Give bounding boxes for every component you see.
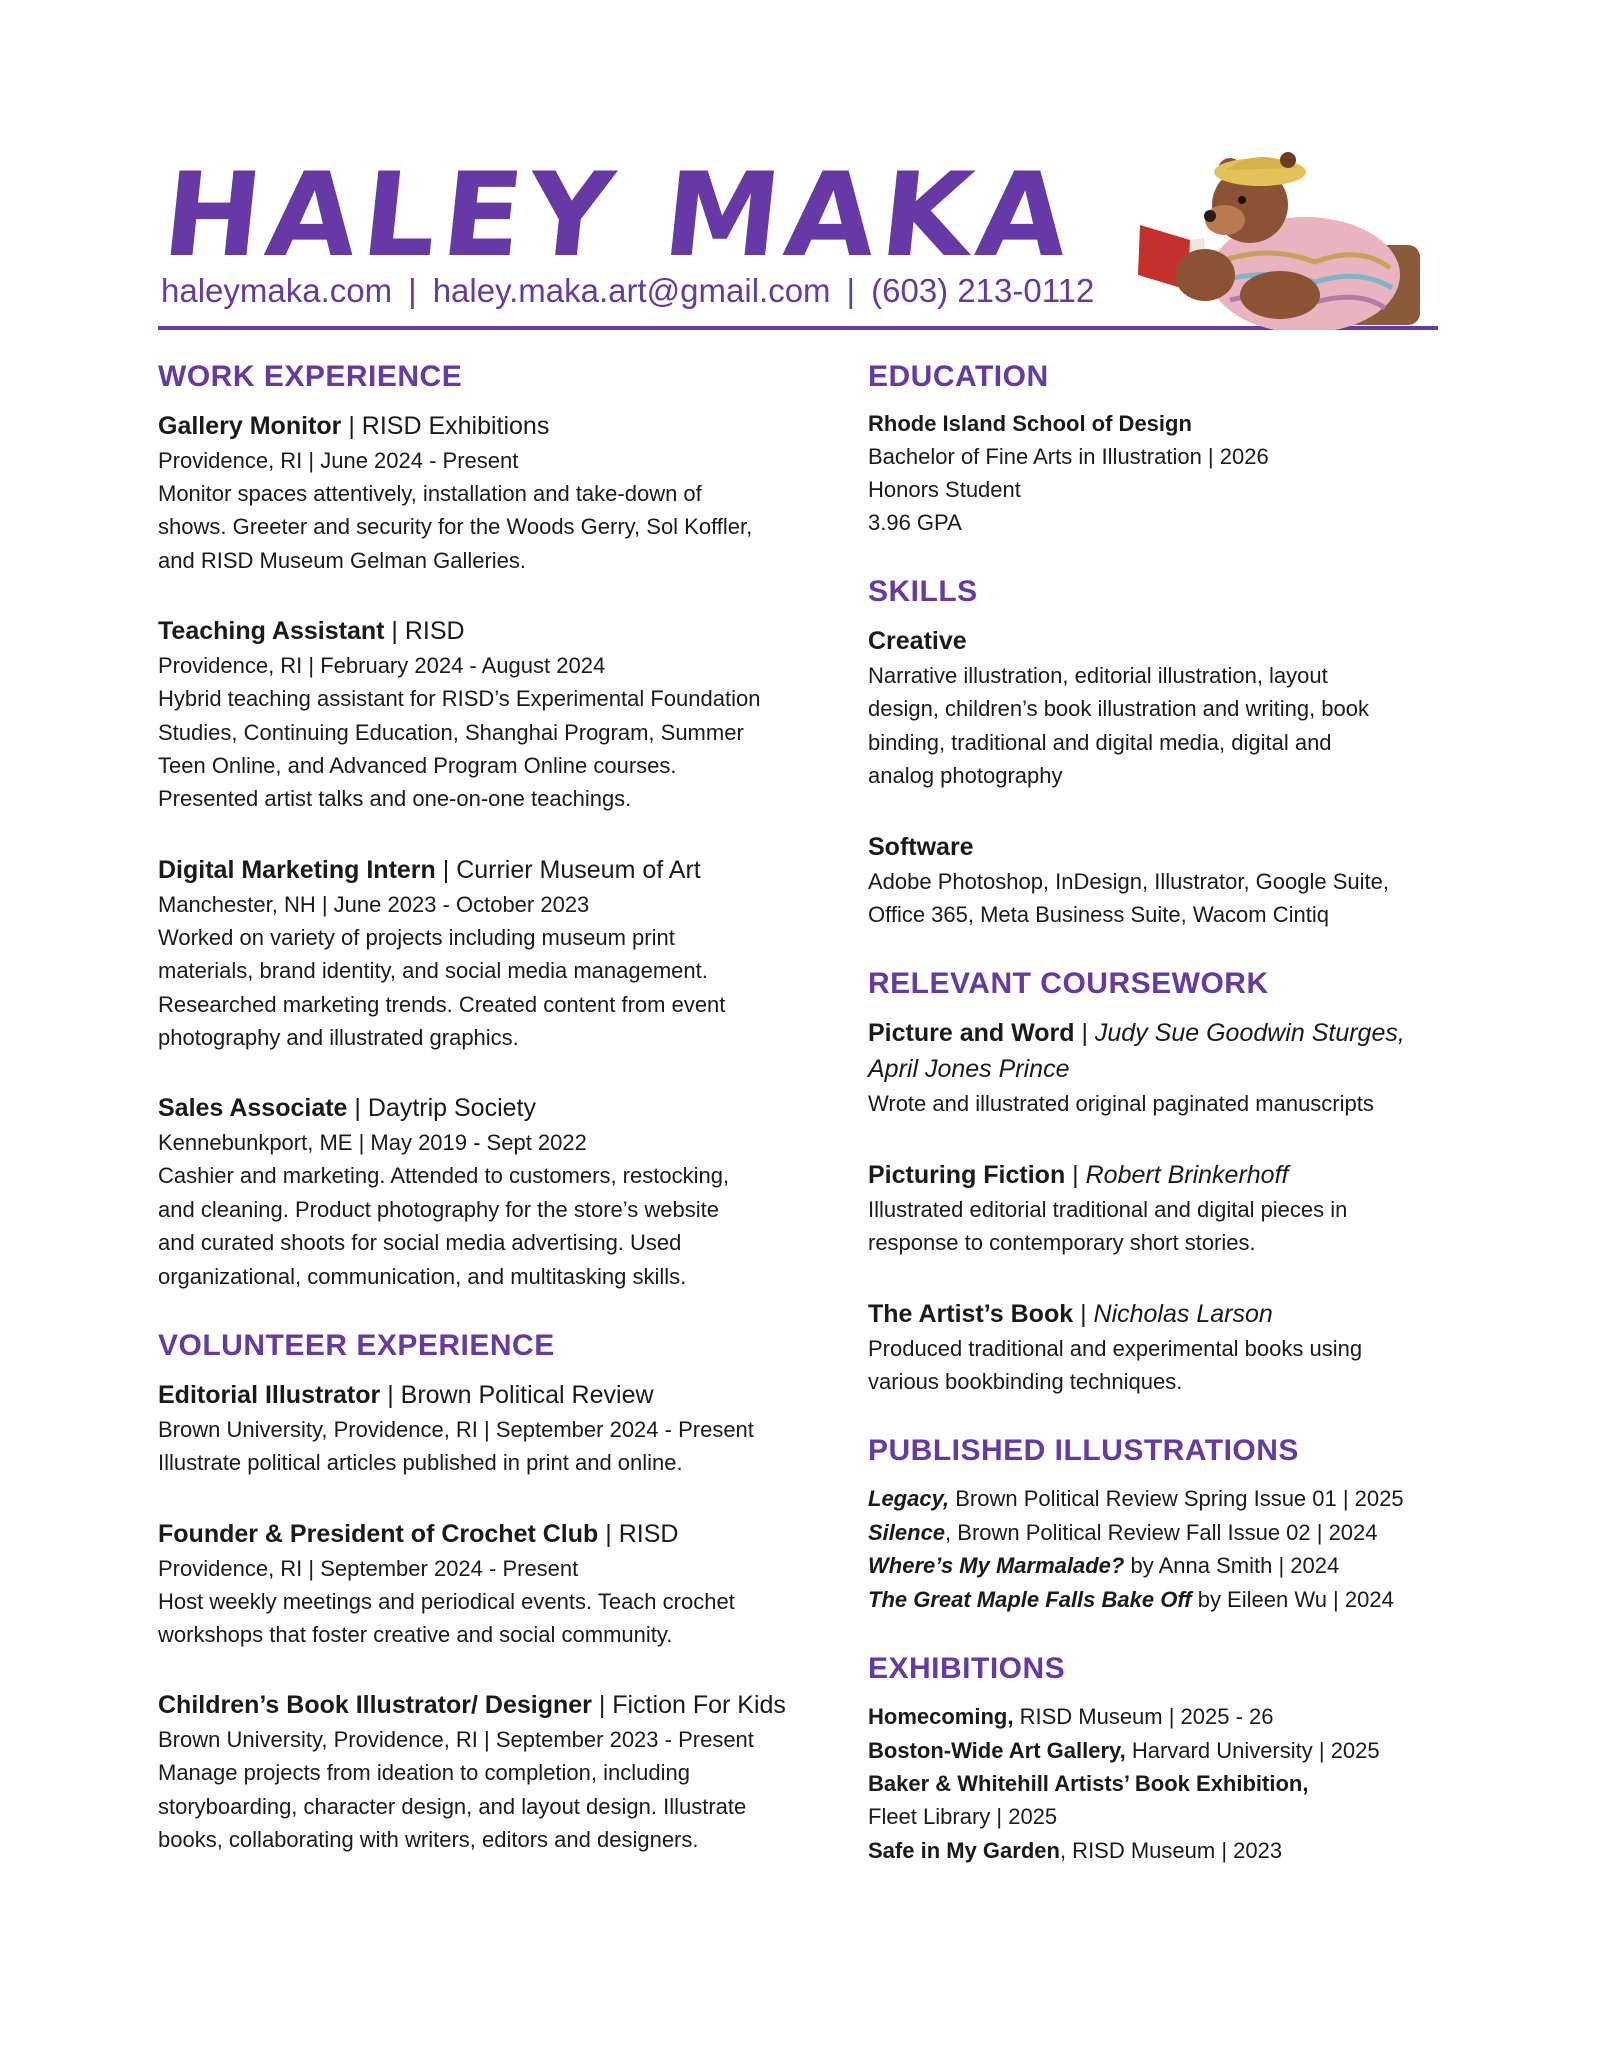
work-experience-heading: WORK EXPERIENCE	[158, 360, 463, 393]
volunteer-entry	[158, 1516, 818, 1652]
skills-line: binding, traditional and digital media, digital and	[868, 729, 1332, 755]
entry-title: Founder & President of Crochet Club | RISD	[158, 1519, 679, 1548]
course-desc-line: various bookbinding techniques.	[868, 1369, 1183, 1395]
applicant-name: HALEY MAKA	[157, 148, 1081, 283]
course-title: The Artist’s Book | Nicholas Larson	[868, 1299, 1273, 1328]
skills-line: Narrative illustration, editorial illustration, layout	[868, 663, 1328, 688]
skills-software	[868, 829, 1448, 932]
course-entry	[868, 1157, 1448, 1260]
entry-desc-line: Host weekly meetings and periodical events. Teach crochet	[158, 1588, 735, 1614]
education-entry	[868, 408, 1448, 539]
entry-meta: Kennebunkport, ME | May 2019 - Sept 2022	[158, 1130, 587, 1156]
entry-desc-line: and RISD Museum Gelman Galleries.	[158, 547, 527, 573]
volunteer-entry	[158, 1377, 818, 1479]
skills-creative	[868, 623, 1448, 793]
skills-line: Office 365, Meta Business Suite, Wacom Cintiq	[868, 902, 1329, 928]
published-item: Legacy, Brown Political Review Spring Issue 01 | 2025	[868, 1486, 1404, 1512]
volunteer-experience-heading: VOLUNTEER EXPERIENCE	[158, 1329, 555, 1363]
work-entry	[158, 852, 818, 1055]
entry-desc-line: Cashier and marketing. Attended to customers, restocking,	[158, 1163, 730, 1189]
exhibitions-heading: EXHIBITIONS	[868, 1652, 1066, 1686]
coursework-heading: RELEVANT COURSEWORK	[868, 967, 1269, 1001]
work-entry	[158, 408, 818, 577]
course-desc-line: response to contemporary short stories.	[868, 1230, 1256, 1256]
course-instructor: April Jones Prince	[868, 1055, 1070, 1084]
separator: |	[846, 272, 856, 309]
entry-meta: Brown University, Providence, RI | September 2024 - Present	[158, 1417, 754, 1443]
exhibitions-list	[868, 1700, 1448, 1867]
published-item: Where’s My Marmalade? by Anna Smith | 2024	[868, 1553, 1340, 1579]
entry-desc-line: books, collaborating with writers, editors and designers.	[158, 1827, 699, 1853]
reading-bear-illustration	[1130, 150, 1430, 330]
education-line: Bachelor of Fine Arts in Illustration | 2026	[868, 444, 1269, 469]
entry-desc-line: workshops that foster creative and social community.	[158, 1621, 673, 1647]
entry-desc-line: and curated shoots for social media advertising. Used	[158, 1230, 682, 1256]
exhibition-item: Fleet Library | 2025	[868, 1804, 1058, 1830]
entry-desc-line: photography and illustrated graphics.	[158, 1025, 519, 1051]
phone-number: (603) 213-0112	[871, 272, 1095, 309]
entry-desc-line: Manage projects from ideation to completion, including	[158, 1760, 690, 1786]
entry-desc-line: and cleaning. Product photography for the store’s website	[158, 1196, 719, 1222]
entry-desc-line: Illustrate political articles published in print and online.	[158, 1450, 683, 1476]
entry-title: Children’s Book Illustrator/ Designer | Fiction For Kids	[158, 1691, 786, 1720]
contact-line	[161, 272, 1094, 310]
skills-heading: SKILLS	[868, 575, 978, 608]
course-desc-line: Wrote and illustrated original paginated manuscripts	[868, 1091, 1374, 1117]
entry-title: Teaching Assistant | RISD	[158, 617, 465, 646]
course-desc-line: Produced traditional and experimental books using	[868, 1335, 1363, 1361]
exhibition-item: Boston-Wide Art Gallery, Harvard University | 2025	[868, 1737, 1380, 1763]
entry-desc-line: Teen Online, and Advanced Program Online courses.	[158, 753, 677, 779]
entry-meta: Providence, RI | June 2024 - Present	[158, 448, 519, 473]
skills-creative-label: Creative	[868, 627, 967, 655]
course-entry	[868, 1015, 1448, 1120]
entry-title: Sales Associate | Daytrip Society	[158, 1094, 536, 1123]
exhibition-item: Baker & Whitehill Artists’ Book Exhibition,	[868, 1770, 1309, 1796]
entry-desc-line: Presented artist talks and one-on-one teachings.	[158, 786, 632, 812]
entry-meta: Manchester, NH | June 2023 - October 2023	[158, 891, 590, 917]
website-link[interactable]: haleymaka.com	[161, 272, 393, 309]
volunteer-entry	[158, 1687, 818, 1856]
skills-line: design, children’s book illustration and writing, book	[868, 696, 1369, 722]
entry-desc-line: Hybrid teaching assistant for RISD’s Experimental Foundation	[158, 686, 761, 712]
entry-meta: Providence, RI | February 2024 - August 2024	[158, 653, 606, 679]
school-name: Rhode Island School of Design	[868, 411, 1192, 436]
entry-title: Gallery Monitor | RISD Exhibitions	[158, 412, 550, 440]
entry-desc-line: Monitor spaces attentively, installation and take-down of	[158, 481, 702, 506]
entry-desc-line: storyboarding, character design, and layout design. Illustrate	[158, 1793, 747, 1819]
entry-title: Digital Marketing Intern | Currier Museum of Art	[158, 855, 701, 884]
education-line: Honors Student	[868, 477, 1021, 502]
course-title: Picture and Word | Judy Sue Goodwin Sturges,	[868, 1019, 1405, 1048]
published-item: The Great Maple Falls Bake Off by Eileen Wu | 2024	[868, 1586, 1394, 1612]
skills-line: analog photography	[868, 763, 1063, 789]
entry-meta: Brown University, Providence, RI | September 2023 - Present	[158, 1727, 754, 1753]
entry-desc-line: organizational, communication, and multitasking skills.	[158, 1263, 687, 1289]
published-heading: PUBLISHED ILLUSTRATIONS	[868, 1434, 1299, 1468]
education-heading: EDUCATION	[868, 360, 1049, 393]
entry-desc-line: Worked on variety of projects including museum print	[158, 924, 675, 950]
published-item: Silence, Brown Political Review Fall Issue 02 | 2024	[868, 1519, 1378, 1545]
right-column	[868, 360, 1448, 1903]
work-entry	[158, 613, 818, 816]
skills-software-label: Software	[868, 832, 974, 861]
left-column	[158, 360, 818, 1893]
entry-desc-line: Researched marketing trends. Created content from event	[158, 991, 726, 1017]
work-entry	[158, 1090, 818, 1293]
separator: |	[408, 272, 417, 309]
exhibition-item: Safe in My Garden, RISD Museum | 2023	[868, 1837, 1283, 1863]
skills-line: Adobe Photoshop, InDesign, Illustrator, Google Suite,	[868, 868, 1389, 894]
course-title: Picturing Fiction | Robert Brinkerhoff	[868, 1160, 1289, 1189]
entry-desc-line: shows. Greeter and security for the Woods Gerry, Sol Koffler,	[158, 514, 753, 540]
course-entry	[868, 1296, 1448, 1399]
published-list	[868, 1482, 1448, 1616]
education-line: 3.96 GPA	[868, 510, 962, 535]
entry-title: Editorial Illustrator | Brown Political Review	[158, 1381, 654, 1410]
course-desc-line: Illustrated editorial traditional and digital pieces in	[868, 1196, 1348, 1222]
exhibition-item: Homecoming, RISD Museum | 2025 - 26	[868, 1704, 1274, 1730]
email-link[interactable]: haley.maka.art@gmail.com	[432, 272, 831, 309]
entry-desc-line: materials, brand identity, and social media management.	[158, 958, 708, 984]
entry-desc-line: Studies, Continuing Education, Shanghai Program, Summer	[158, 719, 744, 745]
entry-meta: Providence, RI | September 2024 - Present	[158, 1555, 579, 1581]
